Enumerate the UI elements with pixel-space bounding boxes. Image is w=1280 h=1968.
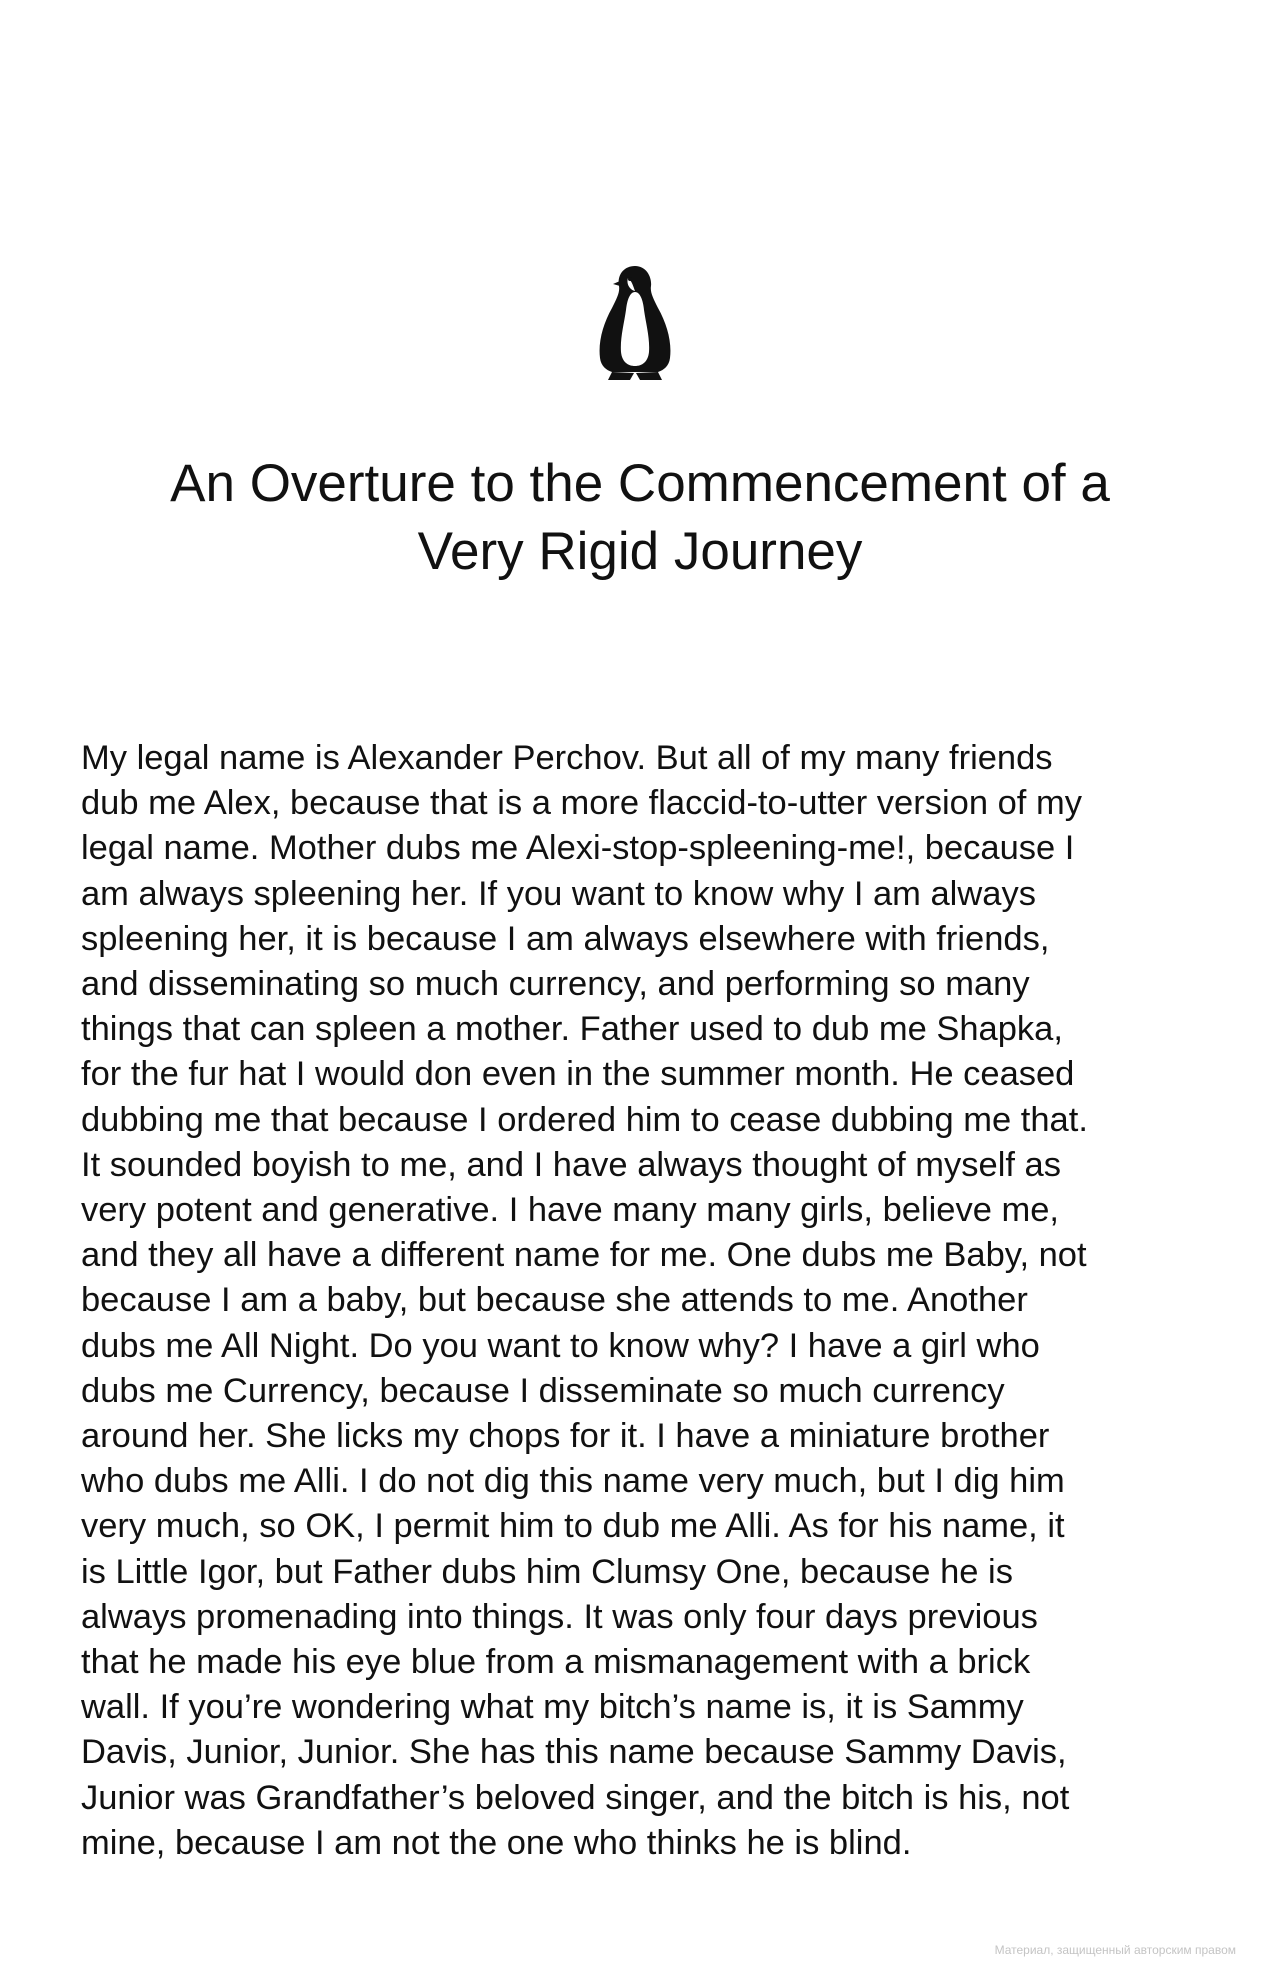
text-line: very potent and generative. I have many many girls, believe me,: [81, 1191, 1060, 1230]
text-line: things that can spleen a mother. Father used to dub me Shapka,: [81, 1010, 1063, 1049]
text-line: and disseminating so much currency, and performing so many: [81, 965, 1030, 1004]
text-line: very much, so OK, I permit him to dub me Alli. As for his name, it: [81, 1507, 1065, 1546]
penguin-icon: [590, 262, 680, 384]
text-line: around her. She licks my chops for it. I have a miniature brother: [81, 1417, 1050, 1456]
text-line: wall. If you’re wondering what my bitch’s name is, it is Sammy: [81, 1688, 1024, 1727]
text-line: always promenading into things. It was only four days previous: [81, 1597, 1038, 1636]
text-line: dub me Alex, because that is a more flaccid-to-utter version of my: [81, 784, 1082, 823]
copyright-watermark: Материал, защищенный авторским правом: [994, 1943, 1236, 1957]
text-line: spleening her, it is because I am always elsewhere with friends,: [81, 919, 1050, 958]
chapter-title-line: Very Rigid Journey: [417, 522, 863, 581]
text-line: Junior was Grandfather’s beloved singer, and the bitch is his, not: [81, 1778, 1070, 1817]
text-line: for the fur hat I would don even in the summer month. He ceased: [81, 1055, 1075, 1094]
text-line: My legal name is Alexander Perchov. But all of my many friends: [81, 739, 1053, 777]
text-line: dubbing me that because I ordered him to cease dubbing me that.: [81, 1100, 1088, 1139]
text-line: legal name. Mother dubs me Alexi-stop-spleening-me!, because I: [81, 829, 1075, 868]
text-line: Davis, Junior, Junior. She has this name because Sammy Davis,: [81, 1733, 1067, 1772]
text-line: am always spleening her. If you want to know why I am always: [81, 874, 1036, 913]
text-line: dubs me All Night. Do you want to know why? I have a girl who: [81, 1326, 1040, 1365]
chapter-body: [81, 736, 1211, 1866]
chapter-title: [80, 450, 1200, 586]
text-line: It sounded boyish to me, and I have always thought of myself as: [81, 1145, 1061, 1184]
text-line: that he made his eye blue from a mismanagement with a brick: [81, 1643, 1031, 1682]
text-line: is Little Igor, but Father dubs him Clumsy One, because he is: [81, 1552, 1013, 1591]
text-line: mine, because I am not the one who thinks he is blind.: [81, 1823, 912, 1862]
text-line: who dubs me Alli. I do not dig this name very much, but I dig him: [81, 1462, 1065, 1501]
text-line: and they all have a different name for me. One dubs me Baby, not: [81, 1236, 1087, 1275]
chapter-title-line: An Overture to the Commencement of a: [170, 454, 1110, 513]
text-line: dubs me Currency, because I disseminate so much currency: [81, 1371, 1005, 1410]
text-line: because I am a baby, but because she attends to me. Another: [81, 1281, 1028, 1320]
